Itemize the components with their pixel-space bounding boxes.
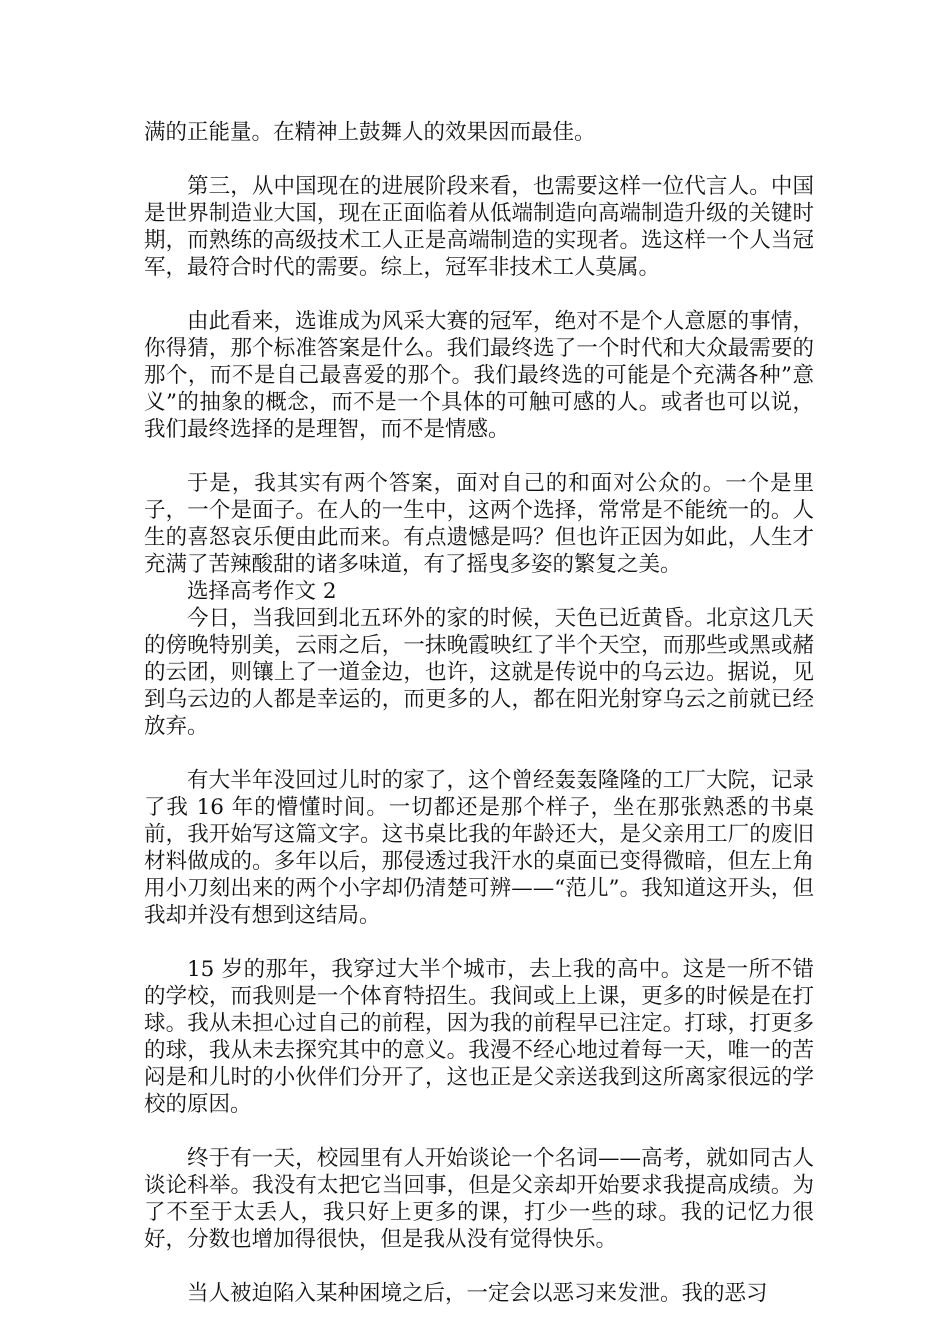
paragraph: 由此看来，选谁成为风采大赛的冠军，绝对不是个人意愿的事情，你得猜，那个标准答案是什么。我们最终选了一个时代和大众最需要的那个，而不是自己最喜爱的那个。我们最终选的可能是个充满各种”意义”的抽象的概念，而不是一个具体的可触可感的人。或者也可以说，我们最终选择的是理智，而不是情感。 bbox=[144, 309, 814, 442]
document-body bbox=[144, 119, 814, 1334]
paragraph: 满的正能量。在精神上鼓舞人的效果因而最佳。 bbox=[144, 120, 596, 145]
paragraph: 当人被迫陷入某种困境之后，一定会以恶习来发泄。我的恶习 bbox=[187, 1281, 768, 1306]
paragraph: 15 岁的那年，我穿过大半个城市，去上我的高中。这是一所不错的学校，而我则是一个体育特招生。我间或上上课，更多的时候是在打球。我从未担心过自己的前程，因为我的前程早已注定。打球，打更多的球，我从未去探究其中的意义。我漫不经心地过着每一天，唯一的苦闷是和儿时的小伙伴们分开了，这也正是父亲送我到这所离家很远的学校的原因。 bbox=[144, 957, 814, 1117]
paragraph: 于是，我其实有两个答案，面对自己的和面对公众的。一个是里子，一个是面子。在人的一生中，这两个选择，常常是不能统一的。人生的喜怒哀乐便由此而来。有点遗憾是吗？但也许正因为如此，人生才充满了苦辣酸甜的诸多味道，有了摇曳多姿的繁复之美。 bbox=[144, 471, 814, 577]
paragraph: 终于有一天，校园里有人开始谈论一个名词——高考，就如同古人谈论科举。我没有太把它当回事，但是父亲却开始要求我提高成绩。为了不至于太丢人，我只好上更多的课，打少一些的球。我的记忆力很好，分数也增加得很快，但是我从没有觉得快乐。 bbox=[144, 1146, 814, 1252]
paragraph: 今日，当我回到北五环外的家的时候，天色已近黄昏。北京这几天的傍晚特别美，云雨之后，一抹晚霞映红了半个天空，而那些或黑或赭的云团，则镶上了一道金边，也许，这就是传说中的乌云边。据说，见到乌云边的人都是幸运的，而更多的人，都在阳光射穿乌云之前就已经放弃。 bbox=[144, 606, 814, 739]
paragraph: 有大半年没回过儿时的家了，这个曾经轰轰隆隆的工厂大院，记录了我 16 年的懵懂时间。一切都还是那个样子，坐在那张熟悉的书桌前，我开始写这篇文字。这书桌比我的年龄还大，是父亲用工厂的废旧材料做成的。多年以后，那侵透过我汗水的桌面已变得微暗，但左上角用小刀刻出来的两个小字却仍清楚可辨——“范儿”。我知道这开头，但我却并没有想到这结局。 bbox=[144, 768, 814, 928]
section-heading: 选择高考作文 2 bbox=[187, 579, 337, 604]
paragraph: 第三，从中国现在的进展阶段来看，也需要这样一位代言人。中国是世界制造业大国，现在正面临着从低端制造向高端制造升级的关键时期，而熟练的高级技术工人正是高端制造的实现者。选这样一个人当冠军，最符合时代的需要。综上，冠军非技术工人莫属。 bbox=[144, 174, 814, 280]
